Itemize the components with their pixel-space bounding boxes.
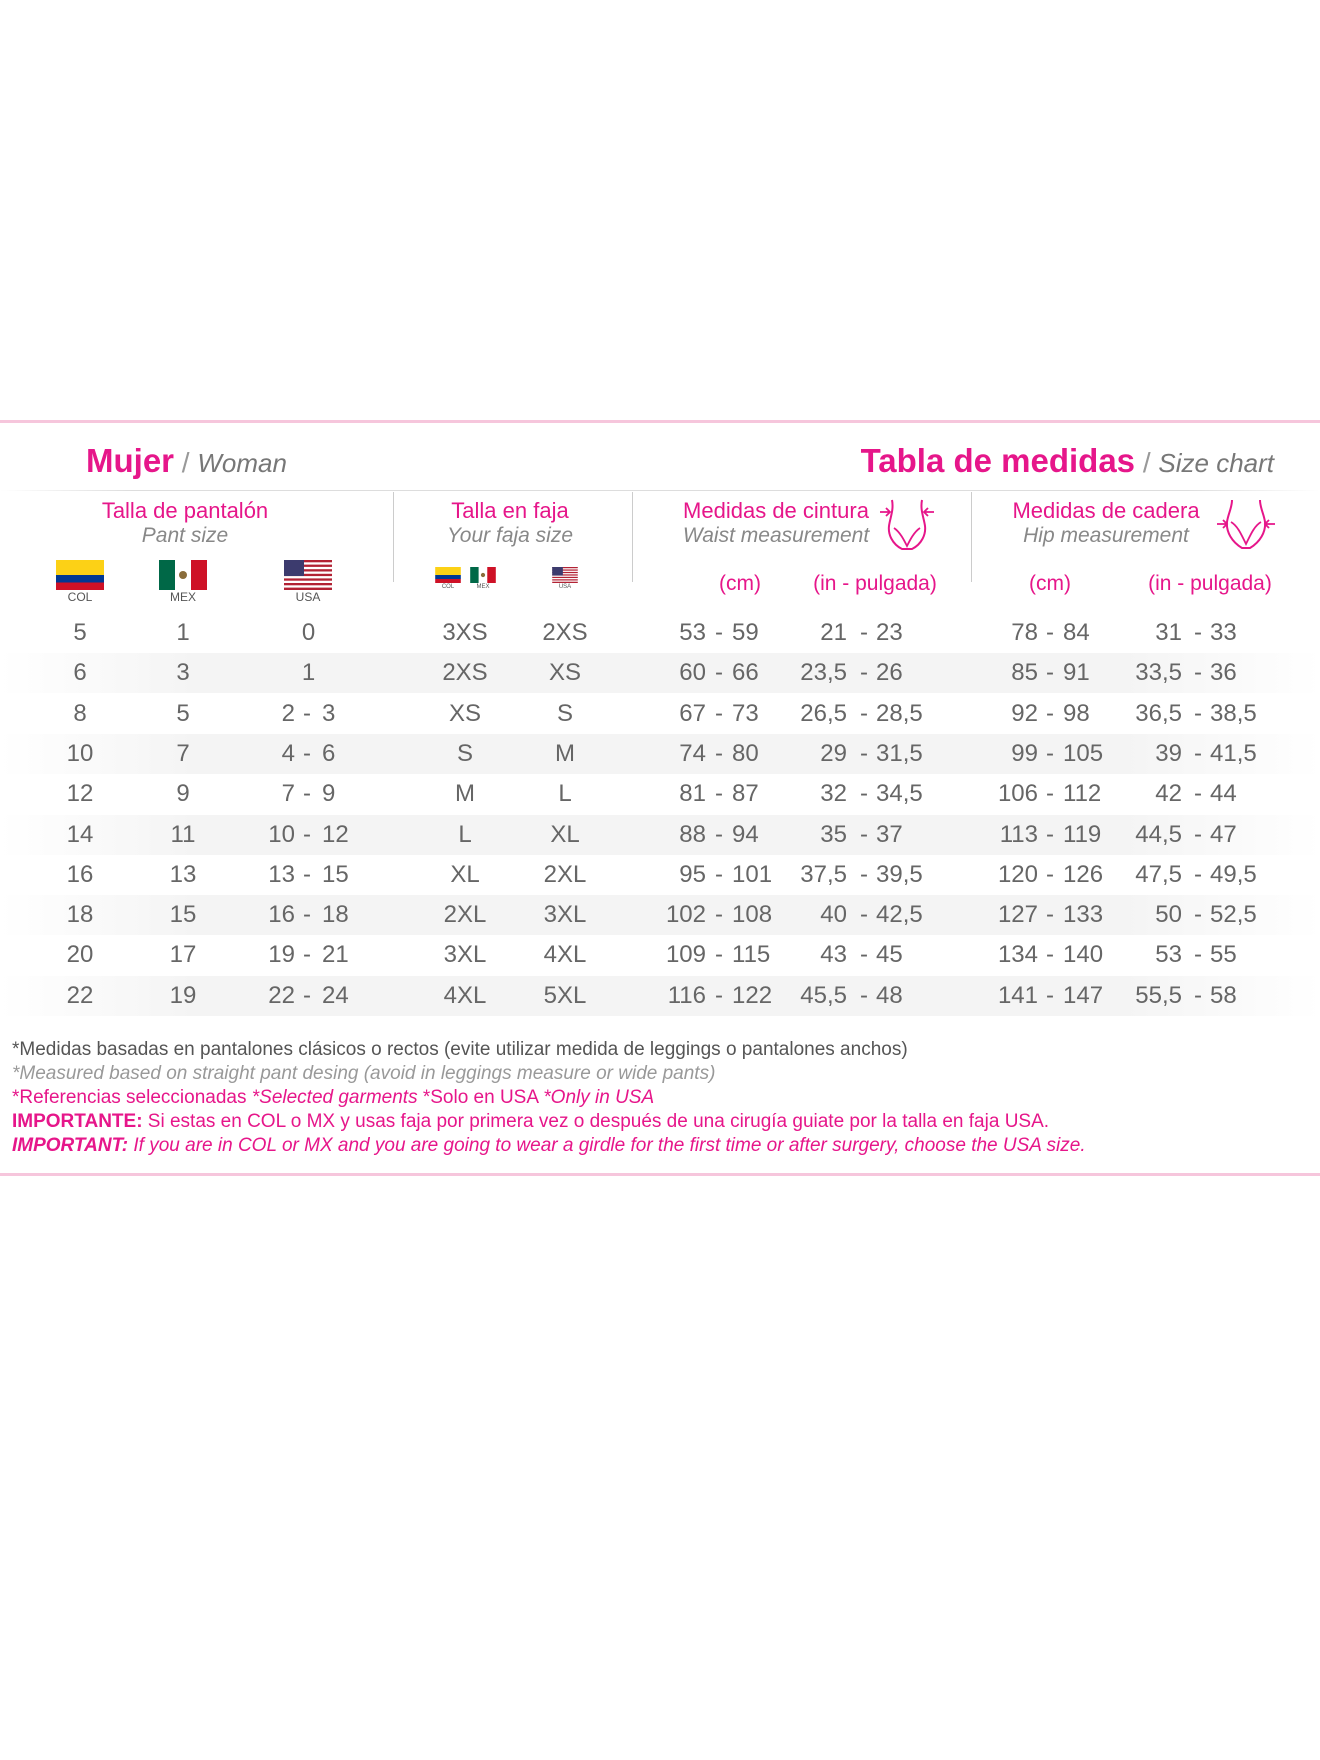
cell-waist-in-max: 37 (876, 820, 903, 848)
cell-mex: 19 (169, 981, 197, 1009)
flag-label-col: COL (67, 590, 93, 604)
cell-mex: 9 (176, 780, 190, 808)
range-dash: - (715, 901, 723, 929)
waist-unit-cm: (cm) (719, 572, 761, 595)
cell-hip-in-min: 55,5 (1135, 981, 1182, 1009)
range-dash: - (860, 860, 868, 888)
cell-waist-cm-min: 81 (679, 780, 706, 808)
note-solo-usa: *Solo en USA (422, 1087, 544, 1108)
cell-hip-cm-min: 134 (997, 941, 1038, 969)
faja-size-label-en: Your faja size (446, 524, 574, 547)
mexico-flag-icon (159, 560, 207, 590)
cell-usa: 0 (301, 619, 316, 646)
title-tabla-medidas: Tabla de medidas (860, 442, 1136, 479)
cell-usa-max: 15 (322, 860, 349, 888)
table-row (0, 815, 1320, 855)
cell-faja-colmex: 3XL (443, 941, 487, 969)
range-dash: - (1046, 739, 1054, 767)
cell-mex: 7 (176, 739, 190, 767)
cell-waist-in-max: 34,5 (876, 780, 923, 808)
range-dash: - (1046, 941, 1054, 969)
range-dash: - (303, 820, 311, 848)
cell-waist-in-min: 43 (820, 941, 847, 969)
cell-waist-in-min: 26,5 (800, 699, 847, 727)
range-dash: - (860, 941, 868, 969)
cell-waist-in-max: 26 (876, 659, 903, 687)
cell-hip-cm-max: 112 (1063, 780, 1102, 808)
cell-usa-max: 18 (322, 901, 349, 929)
cell-hip-in-min: 50 (1155, 901, 1182, 929)
notes (12, 1038, 1312, 1158)
cell-hip-cm-min: 92 (1011, 699, 1038, 727)
range-dash: - (715, 981, 723, 1009)
cell-waist-in-min: 23,5 (800, 659, 847, 687)
cell-usa-min: 7 (281, 780, 295, 808)
range-dash: - (303, 941, 311, 969)
table-row (0, 694, 1320, 734)
note-references (12, 1086, 1312, 1110)
range-dash: - (303, 699, 311, 727)
cell-usa-min: 10 (268, 820, 295, 848)
cell-usa-max: 24 (322, 981, 349, 1009)
cell-hip-cm-max: 126 (1063, 860, 1104, 888)
cell-hip-cm-min: 85 (1011, 659, 1038, 687)
table-row (0, 613, 1320, 653)
range-dash: - (1194, 780, 1202, 808)
cell-hip-cm-min: 78 (1011, 619, 1038, 646)
cell-faja-usa: XL (550, 820, 580, 848)
range-dash: - (1194, 739, 1202, 767)
cell-waist-in-max: 45 (876, 941, 903, 969)
hip-body-icon (1216, 496, 1276, 552)
cell-usa-min: 22 (268, 981, 295, 1009)
waist-label-es: Medidas de cintura (683, 498, 869, 523)
range-dash: - (303, 780, 311, 808)
cell-waist-cm-max: 66 (732, 659, 759, 687)
cell-waist-cm-max: 59 (732, 619, 759, 646)
column-divider (632, 492, 633, 582)
cell-hip-cm-min: 99 (1011, 739, 1038, 767)
range-dash: - (1194, 699, 1202, 727)
header-divider (0, 490, 1320, 491)
mexico-flag-icon (470, 567, 496, 583)
note-importante (12, 1110, 1312, 1134)
cell-col: 18 (66, 901, 94, 929)
cell-mex: 1 (176, 619, 190, 646)
cell-faja-usa: S (556, 699, 573, 727)
cell-waist-in-min: 37,5 (800, 860, 847, 888)
cell-col: 12 (66, 780, 94, 808)
cell-faja-usa: 2XS (542, 619, 588, 646)
range-dash: - (715, 780, 723, 808)
cell-col: 8 (73, 699, 87, 727)
cell-usa-min: 4 (281, 739, 295, 767)
cell-hip-in-max: 49,5 (1210, 860, 1257, 888)
colombia-flag-icon (56, 560, 104, 590)
cell-faja-usa: 2XL (543, 860, 587, 888)
range-dash: - (1046, 981, 1054, 1009)
flag-label-usa: USA (295, 590, 321, 604)
range-dash: - (860, 739, 868, 767)
cell-hip-cm-max: 105 (1063, 739, 1104, 767)
cell-hip-cm-min: 141 (997, 981, 1038, 1009)
size-chart (0, 420, 1320, 1176)
cell-waist-in-min: 32 (820, 780, 847, 808)
range-dash: - (1194, 981, 1202, 1009)
cell-faja-colmex: XS (448, 699, 481, 727)
cell-waist-cm-min: 88 (679, 820, 706, 848)
cell-waist-cm-max: 115 (732, 941, 771, 969)
cell-waist-in-min: 45,5 (800, 981, 847, 1009)
cell-faja-usa: 3XL (543, 901, 587, 929)
cell-hip-in-min: 39 (1155, 739, 1182, 767)
note-only-usa: *Only in USA (543, 1087, 655, 1108)
cell-waist-cm-min: 67 (679, 699, 706, 727)
table-row (0, 734, 1320, 774)
hip-unit-in: (in - pulgada) (1148, 572, 1272, 595)
cell-faja-colmex: 3XS (442, 619, 488, 646)
cell-waist-in-min: 35 (820, 820, 847, 848)
cell-usa-max: 9 (322, 780, 336, 808)
title-separator: / (1135, 447, 1159, 478)
range-dash: - (715, 619, 723, 646)
range-dash: - (1046, 820, 1054, 848)
cell-faja-usa: 5XL (543, 981, 587, 1009)
cell-hip-in-min: 31 (1155, 619, 1182, 646)
cell-hip-cm-max: 91 (1063, 659, 1090, 687)
table-row (0, 895, 1320, 935)
cell-mex: 17 (169, 941, 197, 969)
pant-size-label-es: Talla de pantalón (101, 498, 269, 523)
range-dash: - (860, 619, 868, 646)
column-divider (971, 492, 972, 582)
cell-waist-in-min: 29 (820, 739, 847, 767)
cell-hip-in-max: 55 (1210, 941, 1237, 969)
cell-hip-in-max: 44 (1210, 780, 1237, 808)
cell-waist-cm-max: 87 (732, 780, 759, 808)
hip-header (990, 498, 1222, 548)
range-dash: - (303, 860, 311, 888)
flag-label-col: COL (441, 584, 455, 590)
cell-faja-usa: 4XL (543, 941, 587, 969)
cell-mex: 11 (170, 820, 196, 848)
cell-waist-cm-max: 73 (732, 699, 759, 727)
cell-hip-cm-max: 147 (1063, 981, 1104, 1009)
cell-hip-in-max: 41,5 (1210, 739, 1257, 767)
cell-waist-cm-min: 95 (679, 860, 706, 888)
usa-flag-icon (284, 560, 332, 590)
range-dash: - (1194, 659, 1202, 687)
note-measured-en: *Measured based on straight pant desing (avoid in leggings measure or wide pants) (12, 1063, 716, 1084)
range-dash: - (1046, 860, 1054, 888)
range-dash: - (715, 820, 723, 848)
cell-hip-in-min: 53 (1155, 941, 1182, 969)
range-dash: - (1194, 619, 1202, 646)
faja-size-label-es: Talla en faja (451, 498, 569, 523)
cell-usa-max: 3 (322, 699, 336, 727)
cell-faja-colmex: L (458, 820, 472, 848)
note-selected-garments: *Selected garments (251, 1087, 423, 1108)
waist-unit-in: (in - pulgada) (813, 572, 937, 595)
cell-waist-cm-max: 108 (732, 901, 773, 929)
title-mujer: Mujer (86, 442, 175, 479)
range-dash: - (860, 901, 868, 929)
note-measured-es: *Medidas basadas en pantalones clásicos o rectos (evite utilizar medida de leggings o pantalones anchos) (12, 1039, 908, 1060)
cell-usa-min: 19 (268, 941, 295, 969)
range-dash: - (1046, 901, 1054, 929)
cell-mex: 3 (176, 659, 190, 687)
note-important-text: If you are in COL or MX and you are going to wear a girdle for the first time or after surgery, choose the USA size. (128, 1135, 1086, 1156)
range-dash: - (860, 699, 868, 727)
cell-hip-cm-max: 119 (1063, 820, 1102, 848)
range-dash: - (303, 901, 311, 929)
cell-waist-cm-max: 122 (732, 981, 773, 1009)
range-dash: - (1046, 659, 1054, 687)
waist-header (656, 498, 896, 548)
range-dash: - (715, 941, 723, 969)
range-dash: - (715, 739, 723, 767)
cell-waist-cm-min: 74 (679, 739, 706, 767)
cell-waist-cm-max: 101 (732, 860, 773, 888)
title-woman (86, 442, 287, 480)
hip-unit-cm: (cm) (1029, 572, 1071, 595)
cell-hip-cm-max: 98 (1063, 699, 1090, 727)
cell-faja-colmex: S (456, 739, 473, 767)
cell-col: 10 (66, 739, 94, 767)
cell-waist-in-max: 31,5 (876, 739, 923, 767)
cell-hip-in-max: 33 (1210, 619, 1237, 646)
table-row (0, 976, 1320, 1016)
cell-col: 16 (66, 860, 94, 888)
cell-mex: 5 (176, 699, 190, 727)
cell-hip-in-max: 58 (1210, 981, 1237, 1009)
cell-hip-in-max: 36 (1210, 659, 1237, 687)
faja-size-header (400, 498, 620, 548)
hip-label-en: Hip measurement (1023, 524, 1189, 547)
cell-waist-in-max: 39,5 (876, 860, 923, 888)
table-row (0, 653, 1320, 693)
cell-usa-min: 2 (281, 699, 295, 727)
cell-usa-max: 6 (322, 739, 336, 767)
cell-faja-colmex: 2XS (442, 659, 488, 687)
range-dash: - (860, 780, 868, 808)
note-important (12, 1134, 1312, 1158)
cell-waist-in-max: 23 (876, 619, 903, 646)
range-dash: - (715, 860, 723, 888)
cell-hip-in-min: 42 (1155, 780, 1182, 808)
cell-col: 6 (73, 659, 87, 687)
cell-hip-cm-max: 140 (1063, 941, 1104, 969)
waist-label-en: Waist measurement (682, 524, 870, 547)
range-dash: - (303, 981, 311, 1009)
cell-waist-cm-min: 53 (679, 619, 706, 646)
hip-label-es: Medidas de cadera (1012, 498, 1200, 523)
range-dash: - (1046, 619, 1054, 646)
range-dash: - (860, 659, 868, 687)
range-dash: - (715, 659, 723, 687)
cell-hip-in-max: 38,5 (1210, 699, 1257, 727)
cell-faja-usa: L (558, 780, 572, 808)
cell-hip-in-min: 44,5 (1135, 820, 1182, 848)
cell-col: 20 (66, 941, 94, 969)
range-dash: - (303, 739, 311, 767)
cell-waist-cm-min: 116 (667, 981, 706, 1009)
cell-waist-in-min: 21 (820, 619, 847, 646)
range-dash: - (1194, 901, 1202, 929)
cell-faja-usa: XS (548, 659, 581, 687)
cell-waist-in-min: 40 (820, 901, 847, 929)
cell-col: 14 (66, 820, 94, 848)
note-importante-label: IMPORTANTE: (12, 1111, 143, 1132)
cell-waist-in-max: 48 (876, 981, 903, 1009)
cell-hip-cm-min: 113 (999, 820, 1038, 848)
cell-usa-min: 16 (268, 901, 295, 929)
title-size-chart-en: Size chart (1158, 448, 1274, 478)
cell-mex: 13 (169, 860, 197, 888)
cell-waist-cm-min: 109 (665, 941, 706, 969)
cell-faja-usa: M (555, 739, 575, 767)
cell-usa: 1 (301, 659, 316, 687)
cell-mex: 15 (169, 901, 197, 929)
range-dash: - (1046, 699, 1054, 727)
flag-label-usa: USA (558, 584, 572, 590)
cell-waist-cm-max: 80 (732, 739, 759, 767)
cell-col: 5 (73, 619, 87, 646)
column-divider (393, 492, 394, 582)
bottom-divider (0, 1173, 1320, 1176)
table-row (0, 774, 1320, 814)
note-important-label: IMPORTANT: (12, 1135, 129, 1156)
range-dash: - (1194, 820, 1202, 848)
cell-hip-in-min: 33,5 (1135, 659, 1182, 687)
cell-waist-cm-min: 60 (679, 659, 706, 687)
range-dash: - (715, 699, 723, 727)
range-dash: - (1046, 780, 1054, 808)
cell-waist-cm-max: 94 (732, 820, 759, 848)
cell-usa-max: 21 (322, 941, 349, 969)
range-dash: - (1194, 941, 1202, 969)
title-separator: / (174, 447, 198, 478)
cell-usa-min: 13 (268, 860, 295, 888)
cell-hip-cm-max: 133 (1063, 901, 1104, 929)
cell-hip-in-max: 47 (1210, 820, 1237, 848)
top-divider (0, 420, 1320, 423)
title-size-chart (861, 442, 1274, 480)
cell-hip-in-min: 47,5 (1135, 860, 1182, 888)
cell-waist-in-max: 42,5 (876, 901, 923, 929)
cell-hip-cm-min: 127 (997, 901, 1038, 929)
pant-size-label-en: Pant size (141, 524, 229, 547)
waist-body-icon (878, 496, 936, 552)
table-row (0, 855, 1320, 895)
range-dash: - (860, 820, 868, 848)
cell-hip-cm-max: 84 (1063, 619, 1090, 646)
flag-label-mex: MEX (169, 590, 196, 604)
cell-hip-in-min: 36,5 (1135, 699, 1182, 727)
note-referencias: *Referencias seleccionadas (12, 1087, 252, 1108)
cell-faja-colmex: 4XL (443, 981, 487, 1009)
cell-usa-max: 12 (322, 820, 349, 848)
cell-hip-cm-min: 106 (997, 780, 1038, 808)
flag-label-mex: MEX (476, 584, 490, 590)
pant-size-header (60, 498, 310, 548)
range-dash: - (1194, 860, 1202, 888)
cell-hip-cm-min: 120 (997, 860, 1038, 888)
range-dash: - (860, 981, 868, 1009)
note-importante-text: Si estas en COL o MX y usas faja por primera vez o después de una cirugía guiate por la talla en faja USA. (142, 1111, 1050, 1132)
cell-faja-colmex: XL (450, 860, 480, 888)
cell-col: 22 (66, 981, 94, 1009)
cell-waist-cm-min: 102 (665, 901, 706, 929)
usa-flag-icon (552, 567, 578, 583)
cell-faja-colmex: M (455, 780, 475, 808)
cell-faja-colmex: 2XL (443, 901, 487, 929)
cell-waist-in-max: 28,5 (876, 699, 923, 727)
colombia-flag-icon (435, 567, 461, 583)
table-row (0, 935, 1320, 975)
cell-hip-in-max: 52,5 (1210, 901, 1257, 929)
title-woman-en: Woman (197, 448, 287, 478)
